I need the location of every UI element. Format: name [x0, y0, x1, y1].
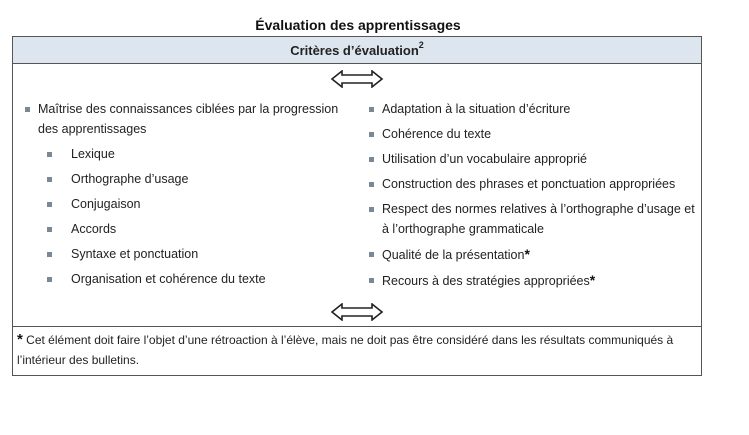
footnote-text: Cet élément doit faire l’objet d’une rétroaction à l’élève, mais ne doit pas être considéré dans les résultats communiqués à l’intérieur des bulletins. — [17, 333, 674, 367]
square-bullet — [369, 207, 374, 212]
list-item-label: Maîtrise des connaissances ciblées par la progression des apprentissages — [38, 102, 339, 136]
list-item-label: Qualité de la présentation — [382, 248, 525, 262]
square-bullet — [47, 252, 52, 257]
list-item-label: Respect des normes relatives à l’orthographe d’usage et à l’orthographe grammaticale — [382, 202, 695, 236]
sub-list-item-label: Accords — [71, 222, 117, 236]
list-item — [369, 199, 699, 239]
criteria-header — [13, 37, 701, 64]
criteria-header-label: Critères d’évaluation — [290, 43, 419, 58]
page-title: Évaluation des apprentissages — [255, 17, 461, 33]
sub-list-item — [25, 244, 360, 264]
square-bullet — [369, 252, 374, 257]
list-item — [369, 99, 699, 119]
square-bullet — [47, 177, 52, 182]
list-item — [369, 124, 699, 144]
list-item — [369, 244, 699, 265]
sub-list-item — [25, 194, 360, 214]
footnote-reference: 2 — [418, 39, 424, 50]
square-bullet — [369, 157, 374, 162]
criteria-table — [12, 36, 702, 376]
footnote-marker: * — [17, 331, 23, 348]
list-item — [25, 99, 360, 139]
square-bullet — [369, 132, 374, 137]
footnote-star: * — [589, 272, 596, 288]
sub-list-item-label: Orthographe d’usage — [71, 172, 189, 186]
square-bullet — [47, 227, 52, 232]
square-bullet — [47, 277, 52, 282]
footnote-star: * — [524, 246, 530, 262]
square-bullet — [369, 182, 374, 187]
list-item-label: Recours à des stratégies appropriées — [382, 274, 590, 288]
square-bullet — [47, 152, 52, 157]
section-divider — [13, 326, 701, 327]
square-bullet — [369, 107, 374, 112]
list-item-label: Cohérence du texte — [382, 127, 492, 141]
sub-list-item — [25, 169, 360, 189]
list-item — [369, 174, 699, 194]
sub-list-item — [25, 219, 360, 239]
square-bullet — [369, 278, 374, 283]
square-bullet — [25, 107, 30, 112]
double-arrow-icon — [330, 70, 384, 88]
sub-list-item-label: Lexique — [71, 147, 115, 161]
footnote — [17, 330, 697, 370]
sub-list-item — [25, 269, 360, 289]
square-bullet — [47, 202, 52, 207]
list-item-label: Adaptation à la situation d’écriture — [382, 102, 571, 116]
double-arrow-icon — [330, 303, 384, 321]
right-criteria-column — [369, 99, 699, 296]
list-item-label: Utilisation d’un vocabulaire approprié — [382, 152, 587, 166]
list-item — [369, 270, 699, 291]
sub-list-item-label: Conjugaison — [71, 197, 141, 211]
sub-list-item — [25, 144, 360, 164]
sub-list-item-label: Organisation et cohérence du texte — [71, 272, 266, 286]
list-item — [369, 149, 699, 169]
list-item-label: Construction des phrases et ponctuation appropriées — [382, 177, 676, 191]
left-criteria-column — [25, 99, 360, 294]
sub-list-item-label: Syntaxe et ponctuation — [71, 247, 199, 261]
